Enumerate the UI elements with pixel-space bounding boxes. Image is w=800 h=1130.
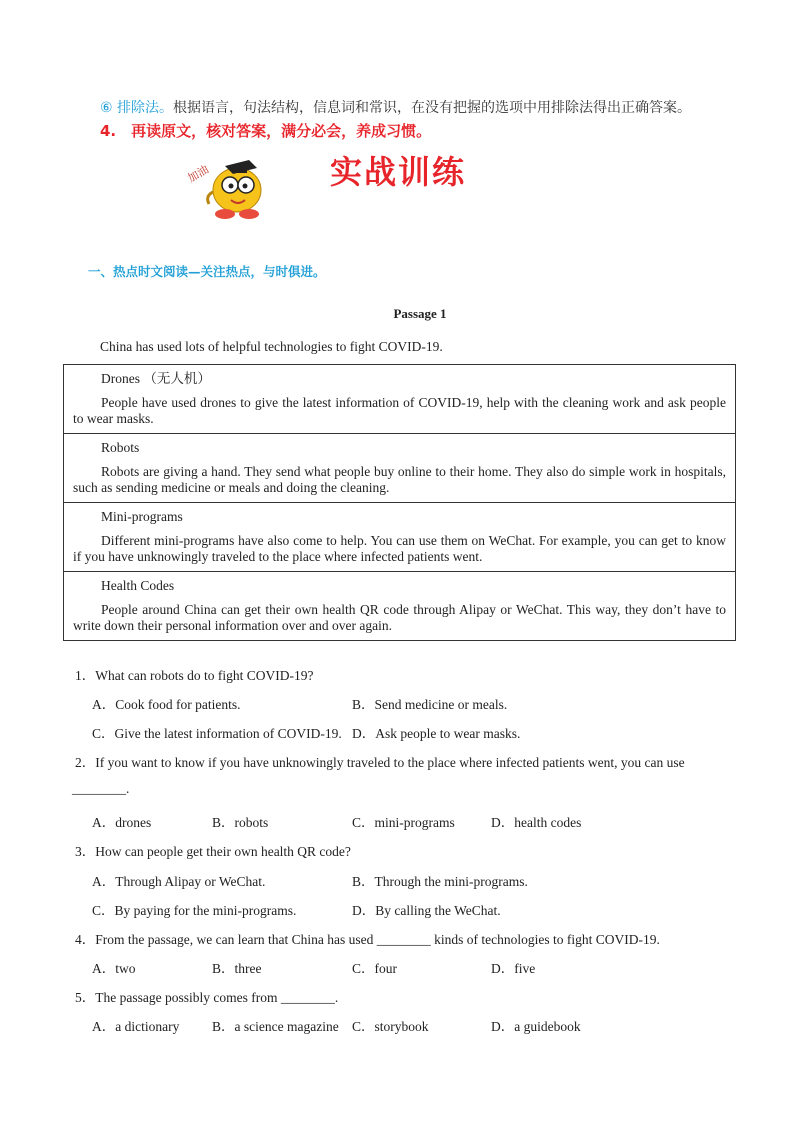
tip-exclusion xyxy=(100,97,691,117)
q1-option-b[interactable]: B．Send medicine or meals. xyxy=(352,697,508,712)
q3-option-b[interactable]: B．Through the mini-programs. xyxy=(352,874,528,889)
tip-text: 根据语言，句法结构，信息词和常识，在没有把握的选项中用排除法得出正确答案。 xyxy=(173,100,692,116)
row-text: Robots are giving a hand. They send what people buy online to their home. They also do simple work in hospitals, such as sending medicine or meals and doing the cleaning. xyxy=(73,464,726,495)
q1-option-a[interactable]: A．Cook food for patients. xyxy=(92,697,241,712)
table-row xyxy=(64,503,736,572)
row-text: People around China can get their own health QR code through Alipay or WeChat. This way, they don’t have to write down their personal information over and over again. xyxy=(73,602,726,633)
table-row xyxy=(64,572,736,641)
question-2-blank: ________. xyxy=(72,781,130,796)
q2-option-c[interactable]: C．mini-programs xyxy=(352,815,455,830)
row-heading: Robots xyxy=(101,440,140,455)
tip-number: ⑥ xyxy=(100,100,113,116)
q1-option-c[interactable]: C．Give the latest information of COVID-19. xyxy=(92,726,342,741)
question-5: 5．The passage possibly comes from ________. xyxy=(75,990,339,1005)
row-text: People have used drones to give the latest information of COVID-19, help with the cleaning work and ask people to wear masks. xyxy=(73,395,726,426)
q1-option-d[interactable]: D．Ask people to wear masks. xyxy=(352,726,521,741)
section-heading: 一、热点时文阅读—关注热点，与时俱进。 xyxy=(88,264,326,279)
passage-title: Passage 1 xyxy=(393,306,447,321)
q4-option-d[interactable]: D．five xyxy=(491,961,536,976)
q5-option-c[interactable]: C．storybook xyxy=(352,1019,429,1034)
row-heading: Health Codes xyxy=(101,578,175,593)
question-3: 3．How can people get their own health QR code? xyxy=(75,844,351,859)
banner-title: 实战训练 xyxy=(330,153,467,191)
question-1: 1．What can robots do to fight COVID-19? xyxy=(75,668,314,683)
row-heading: Drones （无人机） xyxy=(101,371,211,386)
q2-option-d[interactable]: D．health codes xyxy=(491,815,582,830)
q3-option-c[interactable]: C．By paying for the mini-programs. xyxy=(92,903,297,918)
q5-option-b[interactable]: B．a science magazine xyxy=(212,1019,339,1034)
question-4: 4．From the passage, we can learn that China has used ________ kinds of technologies to fight COVID-19. xyxy=(75,932,660,947)
q4-option-c[interactable]: C．four xyxy=(352,961,397,976)
row-text: Different mini-programs have also come to help. You can use them on WeChat. For example, you can get to know if you have unknowingly traveled to the place where infected patients went. xyxy=(73,533,726,564)
q5-option-a[interactable]: A．a dictionary xyxy=(92,1019,180,1034)
q3-option-d[interactable]: D．By calling the WeChat. xyxy=(352,903,501,918)
mascot-image xyxy=(185,152,280,222)
mascot-text: 加油 xyxy=(185,162,211,186)
passage-intro: China has used lots of helpful technologies to fight COVID-19. xyxy=(100,339,443,354)
q3-option-a[interactable]: A．Through Alipay or WeChat. xyxy=(92,874,266,889)
q4-option-b[interactable]: B．three xyxy=(212,961,262,976)
q2-option-b[interactable]: B．robots xyxy=(212,815,269,830)
q2-option-a[interactable]: A．drones xyxy=(92,815,152,830)
question-2: 2．If you want to know if you have unknowingly traveled to the place where infected patients went, you can use xyxy=(75,755,685,770)
q5-option-d[interactable]: D．a guidebook xyxy=(491,1019,581,1034)
q4-option-a[interactable]: A．two xyxy=(92,961,136,976)
row-heading: Mini-programs xyxy=(101,509,183,524)
step-4: 4. 再读原文，核对答案，满分必会，养成习惯。 xyxy=(100,122,432,140)
table-row xyxy=(64,434,736,503)
tip-name: 排除法。 xyxy=(117,100,174,116)
info-table xyxy=(63,364,736,641)
table-row xyxy=(64,365,736,434)
